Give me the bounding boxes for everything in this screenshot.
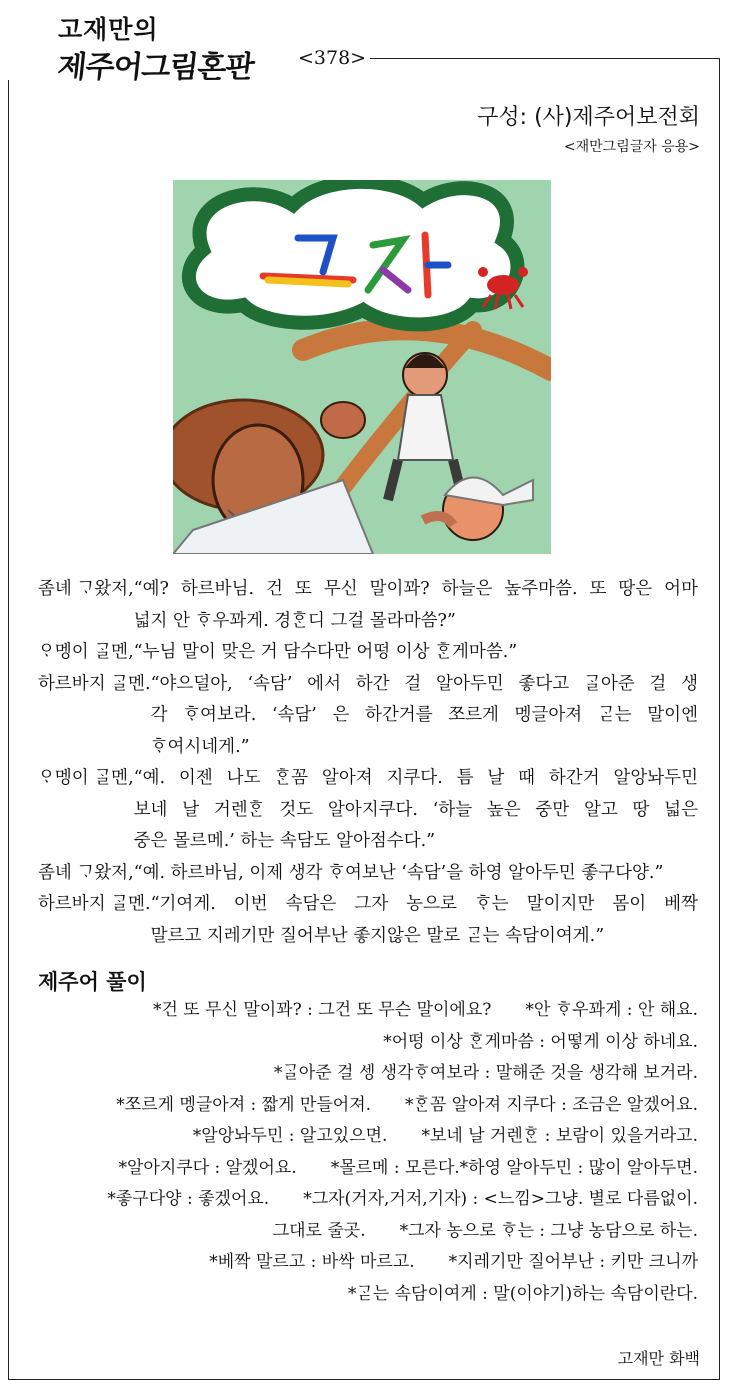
glossary-block (58, 995, 698, 1310)
cartoon-illustration (173, 180, 551, 554)
credit-font-note: <재만그림글자 응용> (563, 139, 700, 155)
speaker-label: ᄋᆞ멩이 ᄀᆞᆯ멘, (38, 642, 134, 662)
speech-line: “예. 하르바님, 이제 생각 ᄒᆞ여보난 ‘속담’을 하영 알아두민 좋구다양.” (133, 862, 664, 883)
glossary-line: *알앙놔두민 : 알고있으면. *보네 날 거렌ᄒᆞᆫ : 보람이 있을거라고. (192, 1126, 698, 1146)
speech-line: “야으덜아, ‘속담’ 에서 하간 걸 알아두민 좋다고 ᄀᆞᆯ아준 걸 생 (150, 673, 698, 694)
speech-line: 보네 날 거렌ᄒᆞᆫ 것도 알아지쿠다. ‘하늘 높은 중만 알고 땅 넓은 (133, 799, 698, 820)
speaker-label: 하르바지 ᄀᆞᆯ멘. (38, 673, 151, 694)
thought-bubble (189, 182, 518, 325)
speech-line: “기여게. 이번 속담은 그자 농으로 ᄒᆞ는 말이지만 몸이 베짝 (150, 894, 698, 914)
speech-line: 중은 몰르메.’ 하는 속담도 알아점수다.” (133, 831, 436, 851)
glossary-line: *알아지쿠다 : 알겠어요. *몰르메 : 모른다.*하영 알아두민 : 많이 알아두면. (118, 1157, 698, 1178)
glossary-line: 그대로 줄곳. *그자 농으로 ᄒᆞ는 : 그냥 농담으로 하는. (272, 1220, 698, 1241)
speech-text (134, 637, 698, 669)
issue-number: <378> (294, 47, 370, 69)
speech-line: “예. 이젠 나도 ᄒᆞᆫ꼼 알아져 지쿠다. 틈 날 때 하간거 알앙놔두민 (133, 768, 698, 788)
dialogue-line (38, 637, 698, 669)
glossary-line: *쪼르게 멩글아져 : 짧게 만들어져. *ᄒᆞᆫ꼼 알아져 지쿠다 : 조금은 알겠어요. (116, 1094, 698, 1115)
speech-line: “예? 하르바님. 건 또 무신 말이꽈? 하늘은 높주마씀. 또 땅은 어마 (133, 579, 698, 599)
glossary-line: *건 또 무신 말이꽈? : 그건 또 무슨 말이에요? *안 ᄒᆞ우꽈게 : 안 해요. (152, 1000, 698, 1020)
series-title-big: 제주어그림혼판 (55, 50, 256, 85)
speaker-label: 좀녜 ᄀᆞ왔저, (38, 579, 134, 599)
speech-text (134, 763, 698, 858)
glossary-line: *베짝 말르고 : 바싹 마르고. *지레기만 질어부난 : 키만 크니까 (209, 1252, 698, 1272)
glossary-title: 제주어 풀이 (38, 970, 147, 994)
dialogue-line (38, 669, 698, 764)
credit-composition: 구성: (사)제주어보전회 (477, 105, 700, 130)
dialogue-line (38, 574, 698, 637)
speech-line: ᄒᆞ여시네게.” (150, 736, 250, 757)
speech-text (151, 669, 698, 764)
dialogue-line (38, 858, 698, 890)
glossary-line: *ᄀᆞᆮ는 속담이여게 : 말(이야기)하는 속담이란다. (347, 1283, 698, 1304)
speech-line: 넓지 안 ᄒᆞ우꽈게. 경ᄒᆞᆫ디 그걸 몰라마씀?” (133, 610, 456, 631)
speaker-label: ᄋᆞ멩이 ᄀᆞᆯ멘, (38, 768, 134, 788)
glossary-line: *어떵 이상 ᄒᆞᆫ게마씀 : 어떻게 이상 하네요. (383, 1031, 698, 1052)
dialogue-block (38, 574, 698, 952)
dialogue-line (38, 763, 698, 858)
glossary-line: *ᄀᆞᆯ아준 걸 셍 생각ᄒᆞ여보라 : 말해준 것을 생각해 보거라. (273, 1063, 698, 1083)
speech-text (134, 574, 698, 637)
speech-text (134, 858, 698, 890)
dialogue-line (38, 889, 698, 952)
speech-text (151, 889, 698, 952)
series-title-logo (55, 42, 288, 85)
speech-line: “누님 말이 맞은 거 담수다만 어떵 이상 ᄒᆞᆫ게마씀.” (133, 642, 518, 662)
series-title-small: 고재만의 (58, 15, 159, 44)
glossary-line: *좋구다양 : 좋겠어요. *그자(거자,거저,기자) : <느낌>그냥. 별로 다름없이. (107, 1189, 698, 1209)
speaker-label: 좀녜 ᄀᆞ왔저, (38, 862, 134, 883)
speech-line: 말르고 지레기만 질어부난 좋지않은 말로 ᄀᆞᆮ는 속담이여게.” (150, 925, 605, 946)
speech-line: 각 ᄒᆞ여보라. ‘속담’ 은 하간거를 쪼르게 멩글아져 ᄀᆞᆮ는 말이엔 (150, 705, 698, 725)
artist-signature: 고재만 화백 (617, 1349, 700, 1368)
speaker-label: 하르바지 ᄀᆞᆯ멘. (38, 894, 151, 914)
